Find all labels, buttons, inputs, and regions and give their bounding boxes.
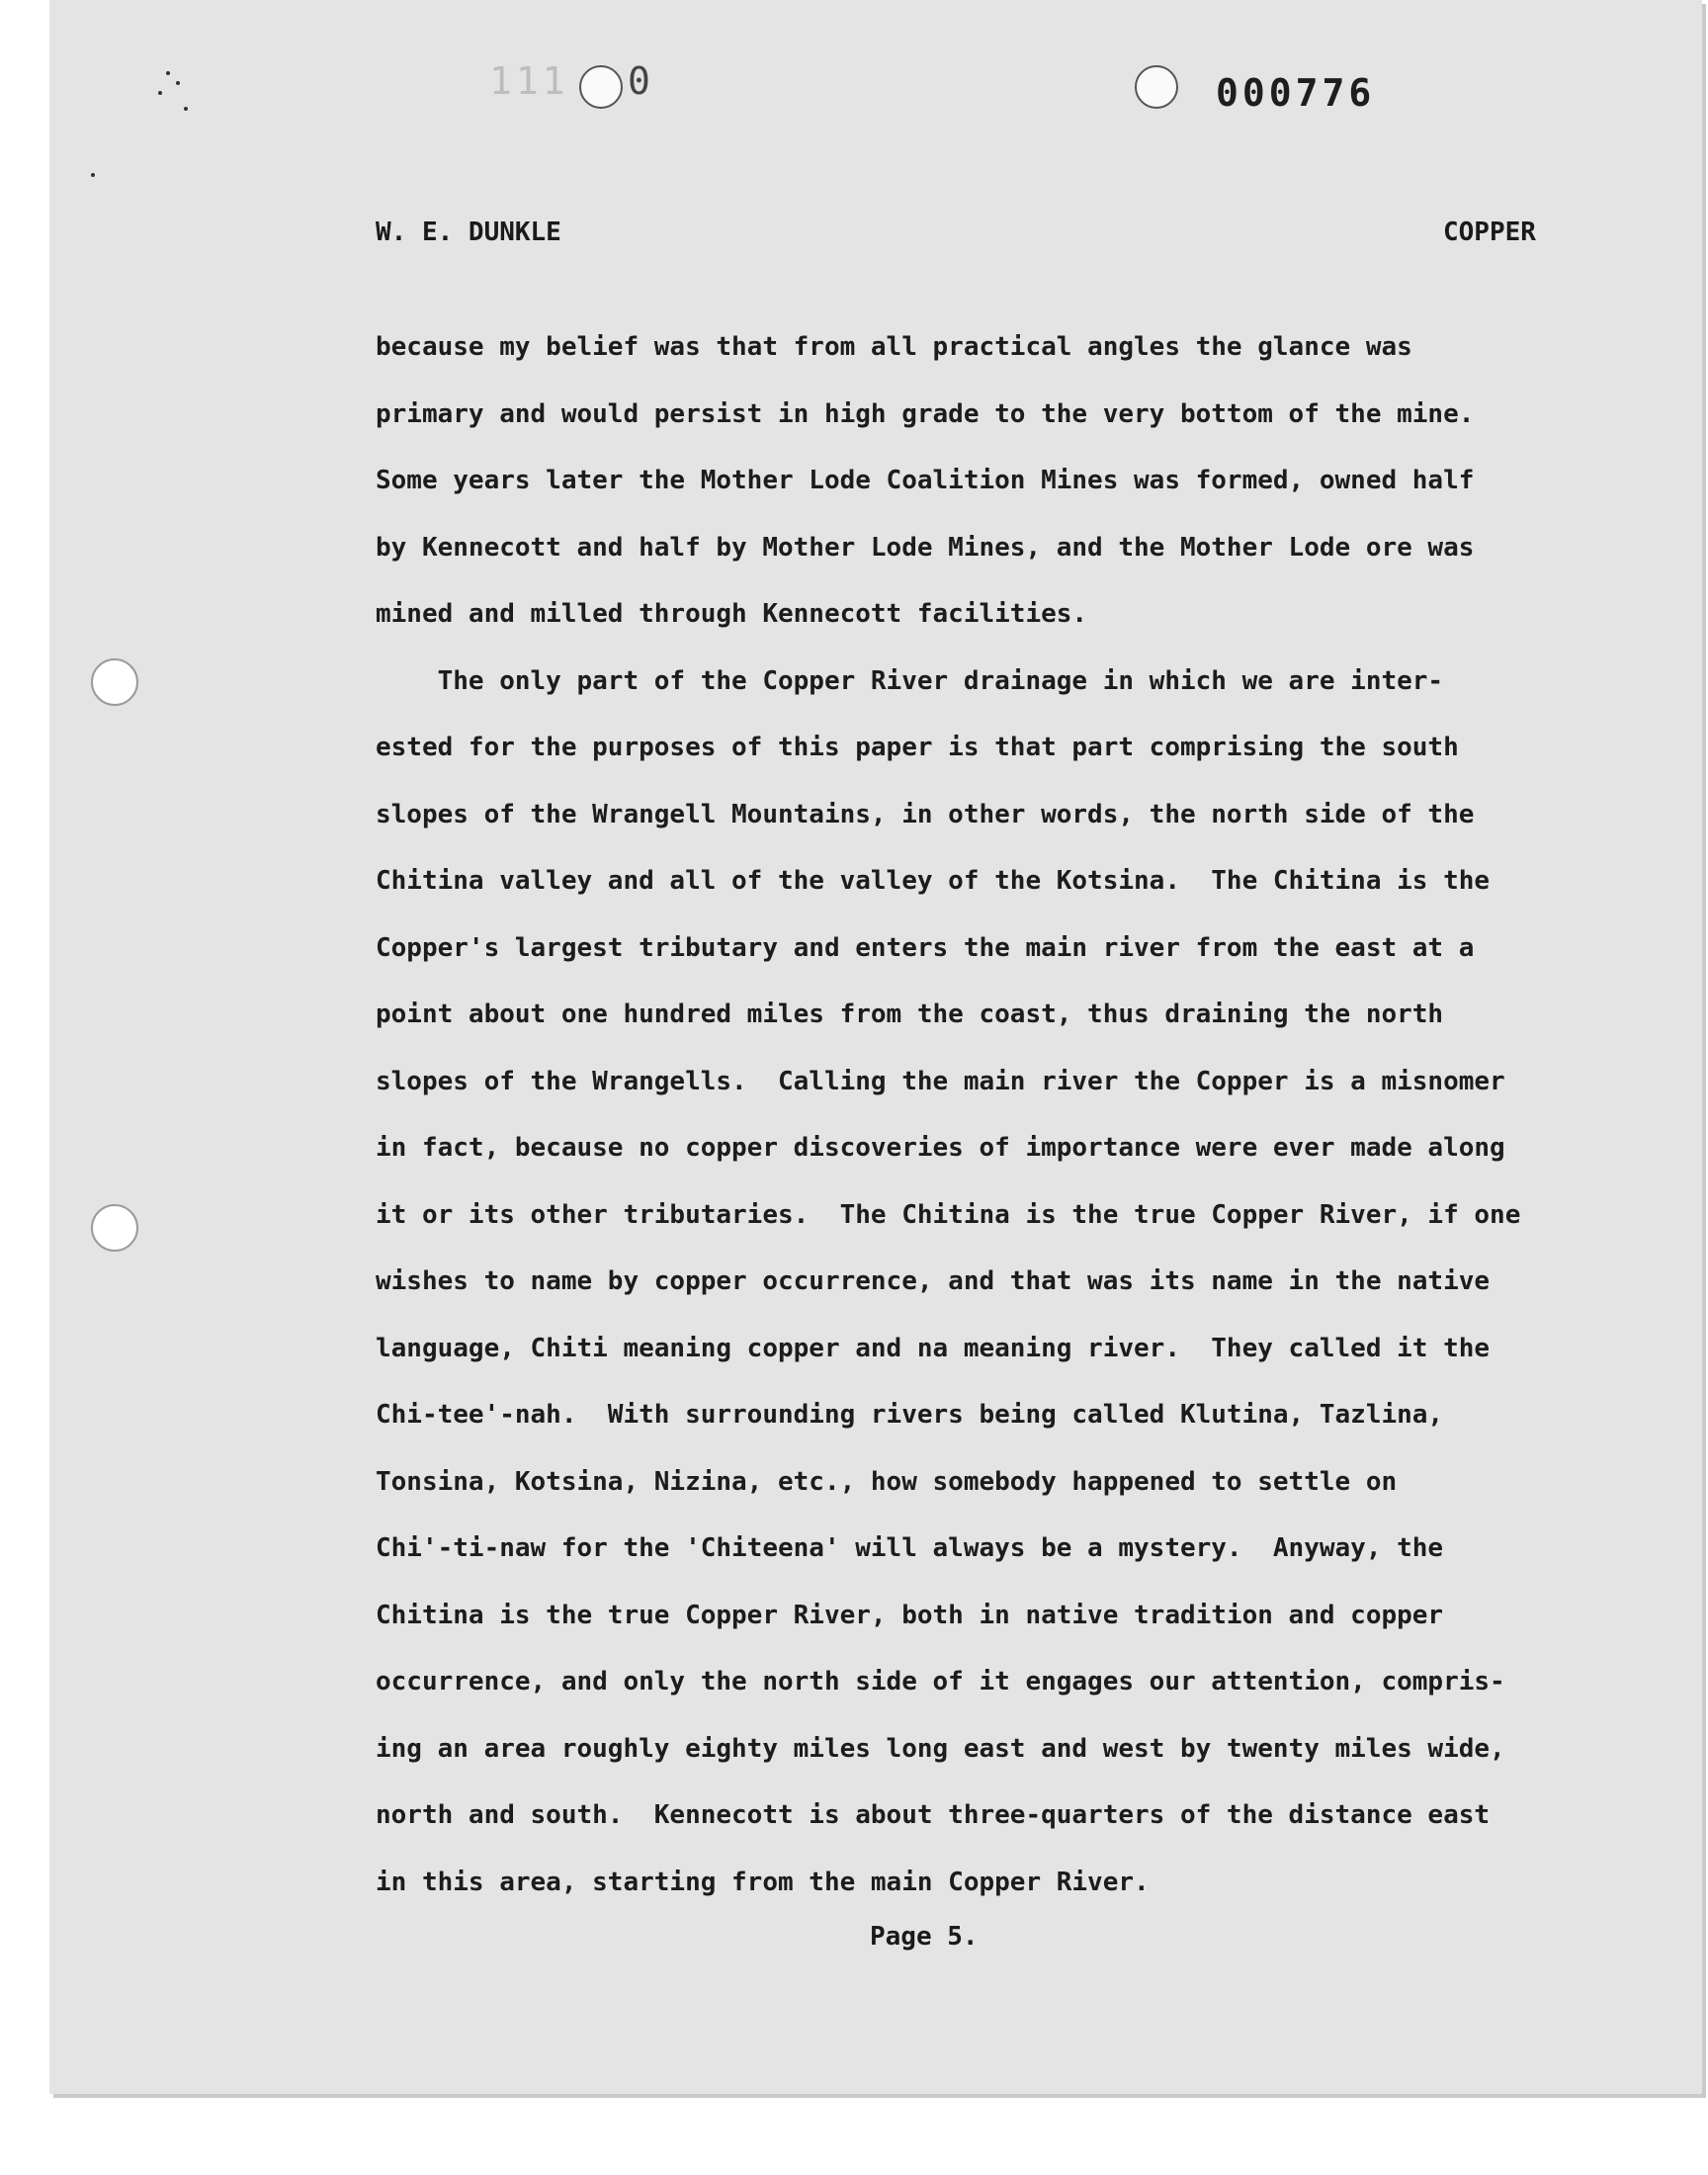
body-text xyxy=(376,314,1562,1916)
text-line: in fact, because no copper discoveries of importance were ever made along xyxy=(376,1133,1505,1163)
text-line: slopes of the Wrangell Mountains, in other words, the north side of the xyxy=(376,799,1475,829)
text-line: point about one hundred miles from the coast, thus draining the north xyxy=(376,1000,1444,1029)
text-line: Copper's largest tributary and enters the main river from the east at a xyxy=(376,932,1475,963)
stamp-suffix: 0 xyxy=(628,59,654,103)
text-line: mined and milled through Kennecott facilities. xyxy=(376,599,1088,629)
subject-header: COPPER xyxy=(1443,218,1536,247)
text-line: Chi-tee'-nah. With surrounding rivers being called Klutina, Tazlina, xyxy=(376,1400,1444,1430)
text-line: ing an area roughly eighty miles long east and west by twenty miles wide, xyxy=(376,1733,1505,1764)
text-line: it or its other tributaries. The Chitina is the true Copper River, if one xyxy=(376,1199,1521,1230)
text-line: because my belief was that from all practical angles the glance was xyxy=(376,332,1412,362)
text-line: wishes to name by copper occurrence, and that was its name in the native xyxy=(376,1266,1491,1296)
speck xyxy=(158,91,162,95)
text-line: north and south. Kennecott is about three-quarters of the distance east xyxy=(376,1800,1491,1830)
speck xyxy=(91,173,95,177)
speck xyxy=(184,107,188,111)
page-number: Page 5. xyxy=(870,1922,979,1952)
text-line: ested for the purposes of this paper is that part comprising the south xyxy=(376,733,1459,762)
text-line: Chitina valley and all of the valley of the Kotsina. The Chitina is the xyxy=(376,866,1491,896)
text-line: Chi'-ti-naw for the 'Chiteena' will always be a mystery. Anyway, the xyxy=(376,1533,1444,1563)
text-line: slopes of the Wrangells. Calling the main river the Copper is a misnomer xyxy=(376,1066,1505,1096)
stamp-number: 000776 xyxy=(1216,71,1376,115)
text-line: language, Chiti meaning copper and na meaning river. They called it the xyxy=(376,1333,1491,1363)
stamp-circle-right xyxy=(1135,65,1178,109)
speck xyxy=(166,71,170,75)
text-line: Chitina is the true Copper River, both in native tradition and copper xyxy=(376,1600,1444,1630)
speck xyxy=(176,81,180,85)
author-header: W. E. DUNKLE xyxy=(376,218,561,247)
stamp-number-faded: 111 xyxy=(489,59,569,103)
text-line: occurrence, and only the north side of it engages our attention, compris- xyxy=(376,1667,1505,1696)
text-line: The only part of the Copper River drainage in which we are inter- xyxy=(376,665,1444,696)
stamp-circle-left xyxy=(579,65,623,109)
binder-hole-top xyxy=(91,658,138,706)
text-line: primary and would persist in high grade to the very bottom of the mine. xyxy=(376,398,1475,429)
document-page xyxy=(49,0,1702,2094)
text-line: by Kennecott and half by Mother Lode Mines, and the Mother Lode ore was xyxy=(376,532,1475,563)
text-line: Some years later the Mother Lode Coalition Mines was formed, owned half xyxy=(376,466,1475,495)
text-line: Tonsina, Kotsina, Nizina, etc., how somebody happened to settle on xyxy=(376,1466,1398,1497)
text-line: in this area, starting from the main Copper River. xyxy=(376,1867,1150,1897)
binder-hole-bottom xyxy=(91,1204,138,1252)
